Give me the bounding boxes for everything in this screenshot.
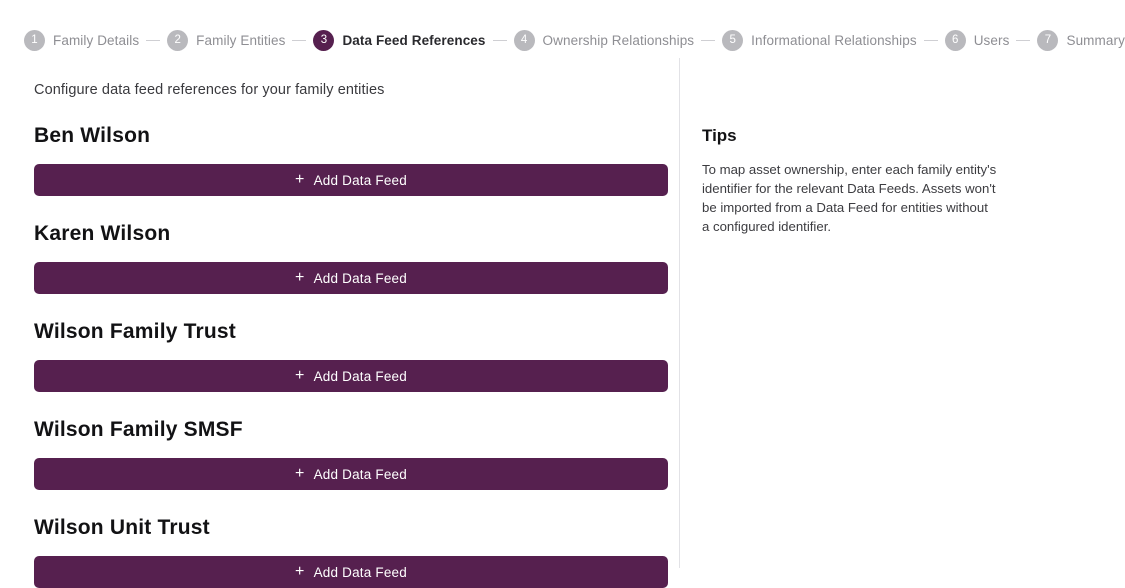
plus-icon: + — [295, 366, 305, 384]
add-data-feed-button[interactable] — [34, 556, 668, 588]
plus-icon: + — [295, 268, 305, 286]
add-data-feed-button[interactable] — [34, 262, 668, 294]
step-number-badge: 7 — [1037, 30, 1058, 51]
step-number-badge: 2 — [167, 30, 188, 51]
stepper-item-6[interactable] — [945, 30, 1010, 51]
stepper-item-3[interactable] — [313, 30, 485, 51]
page-subtitle: Configure data feed references for your family entities — [34, 82, 385, 98]
step-label: Informational Relationships — [751, 32, 917, 48]
step-number-badge: 5 — [722, 30, 743, 51]
step-separator — [924, 40, 938, 41]
entity-name: Wilson Family Trust — [34, 320, 236, 343]
entity-block — [34, 222, 655, 294]
entity-name: Wilson Unit Trust — [34, 516, 210, 539]
plus-icon: + — [295, 170, 305, 188]
step-separator — [493, 40, 507, 41]
plus-icon: + — [295, 562, 305, 580]
entity-name: Wilson Family SMSF — [34, 418, 243, 441]
step-number-badge: 6 — [945, 30, 966, 51]
step-separator — [1016, 40, 1030, 41]
data-feed-references-panel — [0, 58, 680, 580]
page-body — [0, 58, 1024, 580]
step-label: Family Details — [53, 32, 140, 48]
add-data-feed-label: Add Data Feed — [313, 564, 407, 580]
stepper-item-1[interactable] — [24, 30, 139, 51]
add-data-feed-label: Add Data Feed — [313, 270, 407, 286]
step-number-badge: 4 — [514, 30, 535, 51]
step-number-badge: 1 — [24, 30, 45, 51]
plus-icon: + — [295, 464, 305, 482]
tips-panel — [680, 58, 1024, 568]
stepper-item-7[interactable] — [1037, 30, 1124, 51]
step-label: Summary — [1066, 32, 1125, 48]
step-separator — [292, 40, 306, 41]
entity-block — [34, 320, 655, 392]
step-label: Users — [973, 32, 1010, 48]
step-number-badge: 3 — [313, 30, 334, 51]
stepper-item-5[interactable] — [722, 30, 917, 51]
tips-text: To map asset ownership, enter each family entity's identifier for the relevant Data Feeds. Assets won't be imported from a Data Feed for entities without a configured identifier. — [702, 162, 997, 235]
add-data-feed-button[interactable] — [34, 458, 668, 490]
entity-block — [34, 516, 655, 588]
step-label: Data Feed References — [342, 32, 486, 48]
entity-name: Karen Wilson — [34, 222, 171, 245]
add-data-feed-button[interactable] — [34, 164, 668, 196]
stepper-item-4[interactable] — [514, 30, 695, 51]
add-data-feed-label: Add Data Feed — [313, 368, 407, 384]
add-data-feed-label: Add Data Feed — [313, 172, 407, 188]
step-label: Family Entities — [196, 32, 286, 48]
add-data-feed-button[interactable] — [34, 360, 668, 392]
entity-name: Ben Wilson — [34, 124, 151, 147]
step-separator — [146, 40, 160, 41]
step-separator — [701, 40, 715, 41]
entity-block — [34, 124, 655, 196]
stepper-item-2[interactable] — [167, 30, 285, 51]
tips-title: Tips — [702, 126, 737, 145]
step-label: Ownership Relationships — [542, 32, 695, 48]
wizard-stepper — [0, 0, 1125, 58]
add-data-feed-label: Add Data Feed — [313, 466, 407, 482]
entity-list — [34, 124, 655, 588]
entity-block — [34, 418, 655, 490]
